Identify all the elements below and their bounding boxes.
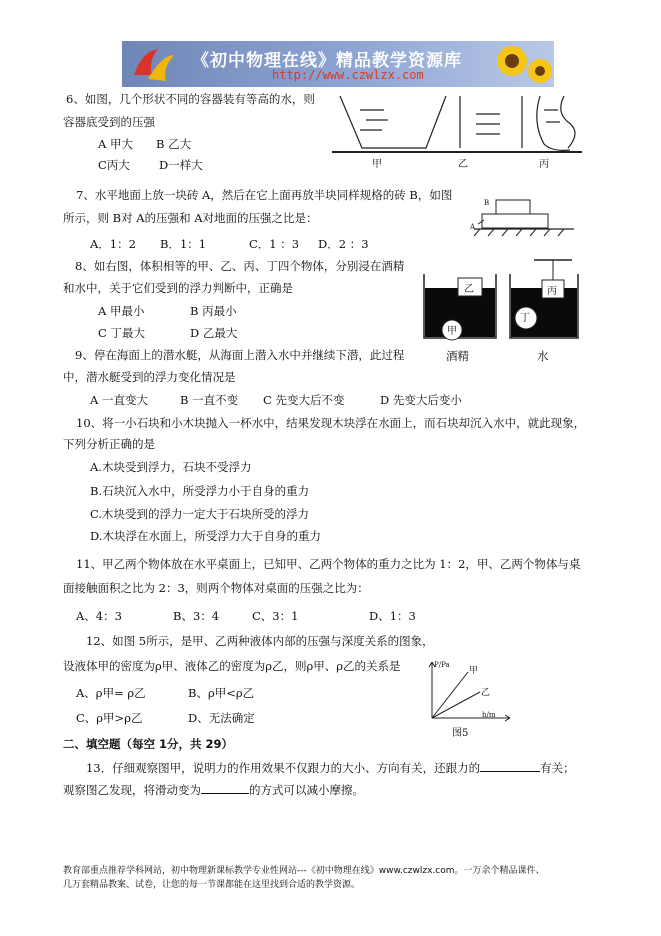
q8-fig-yi: 乙 [464, 284, 474, 295]
graph-caption: 图5 [452, 728, 469, 739]
q13-part4: 的方式可以减小摩擦。 [249, 783, 364, 797]
graph-ylabel: P/Pa [434, 661, 450, 669]
graph-line-yi: 乙 [481, 688, 491, 698]
q11-line2: 面接触面积之比为 2：3，则两个物体对桌面的压强之比为： [63, 581, 369, 595]
q7-option-a: A．1：2 [90, 237, 136, 251]
bricks-figure [466, 192, 576, 242]
q7-line1: 7、水平地面上放一块砖 A，然后在它上面再放半块同样规格的砖 B，如图 [76, 188, 453, 202]
section2-title: 二、填空题（每空 1分，共 29） [63, 737, 234, 751]
q6-option-d: D一样大 [159, 158, 203, 172]
beakers-figure [416, 258, 586, 348]
q8-option-c: C 丁最大 [98, 326, 145, 340]
q6-option-b: B 乙大 [156, 137, 192, 151]
q8-option-b: B 丙最小 [190, 304, 237, 318]
q9-line1: 9、停在海面上的潜水艇，从海面上潜入水中并继续下潜，此过程 [75, 348, 405, 362]
q8-fig-bing: 丙 [547, 286, 557, 297]
q6-label-jia: 甲 [372, 159, 382, 170]
q8-option-d: D 乙最大 [190, 326, 238, 340]
q9-option-b: B 一直不变 [180, 393, 239, 407]
q8-option-a: A 甲最小 [98, 304, 145, 318]
graph-xlabel: h/m [482, 711, 496, 719]
q12-line1: 12、如图 5所示，是甲、乙两种液体内部的压强与深度关系的图象， [86, 634, 434, 648]
q7-line2: 所示，则 B对 A的压强和 A对地面的压强之比是： [63, 211, 318, 225]
q6-label-bing: 丙 [539, 159, 549, 170]
q6-label-yi: 乙 [458, 159, 468, 170]
q13-blank1[interactable] [480, 760, 540, 772]
q8-fig-alcohol: 酒精 [446, 349, 469, 363]
footer-line2: 几万套精品教案、试卷，让您的每一节课都能在这里找到合适的教学资源。 [63, 880, 361, 890]
q12-option-b: B、ρ甲<ρ乙 [188, 686, 255, 700]
q10-option-a: A.木块受到浮力，石块不受浮力 [90, 460, 252, 474]
q12-option-d: D、无法确定 [188, 711, 255, 725]
q6-option-c: C丙大 [98, 158, 130, 172]
q13-line2 [63, 782, 364, 797]
q11-option-b: B、3：4 [173, 609, 220, 623]
q11-line1: 11、甲乙两个物体放在水平桌面上，已知甲、乙两个物体的重力之比为 1：2，甲、乙两个物体与桌 [76, 557, 581, 571]
q10-option-b: B.石块沉入水中，所受浮力小于自身的重力 [90, 484, 310, 498]
header-banner [122, 41, 554, 87]
q10-option-d: D.木块浮在水面上，所受浮力大于自身的重力 [90, 529, 321, 543]
q10-line1: 10、将一小石块和小木块抛入一杯水中，结果发现木块浮在水面上，而石块却沉入水中，就此现象， [76, 416, 586, 430]
q8-line2: 和水中，关于它们受到的浮力判断中，正确是 [63, 281, 293, 295]
q13-part2: 有关； [540, 761, 575, 775]
q6-line2: 容器底受到的压强 [63, 115, 155, 129]
banner-title: 《初中物理在线》精品教学资源库 [192, 51, 462, 71]
footer-line1: 教育部重点推荐学科网站，初中物理新课标教学专业性网站---《初中物理在线》www.czwlzx.com。一万余个精品课件、 [63, 866, 545, 876]
q7-option-b: B．1：1 [160, 237, 207, 251]
q6-line1: 6、如图，几个形状不同的容器装有等高的水，则 [66, 92, 315, 106]
q7-option-d: D．2 ：3 [318, 237, 369, 251]
q12-option-a: A、ρ甲= ρ乙 [76, 686, 146, 700]
q9-option-c: C 先变大后不变 [263, 393, 345, 407]
q10-line2: 下列分析正确的是 [63, 437, 155, 451]
q9-option-a: A 一直变大 [90, 393, 148, 407]
q8-line1: 8、如右图，体积相等的甲、乙、丙、丁四个物体，分别浸在酒精 [75, 259, 405, 273]
logo-icon [128, 45, 178, 85]
q9-option-d: D 先变大后变小 [380, 393, 462, 407]
q11-option-a: A、4：3 [76, 609, 122, 623]
q8-fig-jia: 甲 [447, 326, 457, 337]
q11-option-c: C、3：1 [252, 609, 299, 623]
q8-fig-water: 水 [537, 349, 549, 363]
q9-line2: 中，潜水艇受到的浮力变化情况是 [63, 370, 236, 384]
graph-line-jia: 甲 [469, 666, 479, 676]
q12-line2: 设液体甲的密度为ρ甲、液体乙的密度为ρ乙，则ρ甲、ρ乙的关系是 [63, 659, 401, 673]
brick-label-b: B [484, 199, 490, 207]
q8-fig-ding: 丁 [520, 313, 530, 324]
q13-line1 [86, 760, 575, 775]
brick-label-a: A [470, 223, 476, 231]
q10-option-c: C.木块受到的浮力一定大于石块所受的浮力 [90, 507, 310, 521]
q12-option-c: C、ρ甲>ρ乙 [76, 711, 143, 725]
q13-part3: 观察图乙发现，将滑动变为 [63, 783, 201, 797]
q6-option-a: A 甲大 [98, 137, 133, 151]
q11-option-d: D、1：3 [369, 609, 416, 623]
q7-option-c: C．1 ：3 [249, 237, 300, 251]
q13-blank2[interactable] [201, 782, 249, 794]
q13-part1: 13．仔细观察图甲，说明力的作用效果不仅跟力的大小、方向有关，还跟力的 [86, 761, 481, 775]
sunflower-image [492, 41, 554, 87]
banner-url[interactable]: http://www.czwlzx.com [272, 68, 424, 82]
